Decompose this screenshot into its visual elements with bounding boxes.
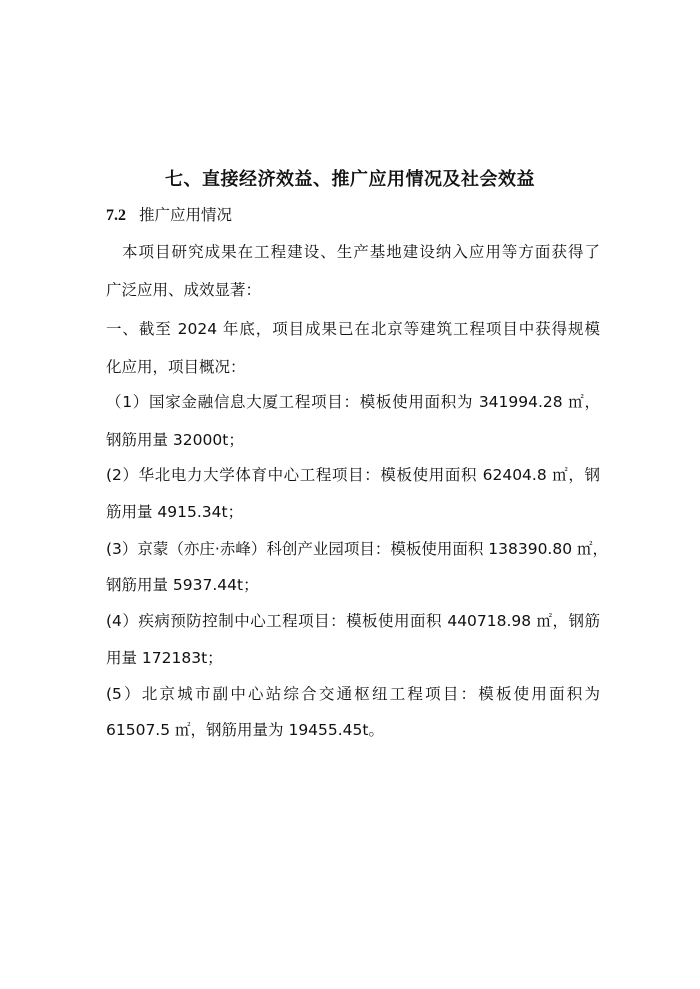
intro-line-1: 本项目研究成果在工程建设、生产基地建设纳入应用等方面获得了 [122,243,600,261]
project-1-line-1: （1）国家金融信息大厦工程项目：模板使用面积为 341994.28 ㎡， [106,393,600,411]
project-5-line-2: 61507.5 ㎡，钢筋用量为 19455.45t。 [106,721,384,739]
point-1-line-1: 一、截至 2024 年底，项目成果已在北京等建筑工程项目中获得规模 [106,320,600,338]
project-4-line-1: (4）疾病预防控制中心工程项目：模板使用面积 440718.98 ㎡，钢筋 [106,612,600,630]
point-1-line-2: 化应用，项目概况： [106,358,246,376]
project-3-line-1: (3）京蒙（亦庄·赤峰）科创产业园项目：模板使用面积 138390.80 ㎡， [106,540,609,558]
intro-line-2: 广泛应用、成效显著： [106,281,262,299]
project-1-line-2: 钢筋用量 32000t； [106,431,244,449]
project-2-line-1: (2）华北电力大学体育中心工程项目：模板使用面积 62404.8 ㎡，钢 [106,466,600,484]
project-4-line-2: 用量 172183t； [106,649,223,667]
project-5-line-1: (5）北京城市副中心站综合交通枢纽工程项目：模板使用面积为 [106,685,600,703]
project-2-line-2: 筋用量 4915.34t； [106,503,244,521]
page-title: 七、直接经济效益、推广应用情况及社会效益 [165,169,535,190]
section-title: 推广应用情况 [138,206,232,224]
section-heading [106,203,232,225]
project-3-line-2: 钢筋用量 5937.44t； [106,576,259,594]
section-number: 7.2 [106,207,126,224]
